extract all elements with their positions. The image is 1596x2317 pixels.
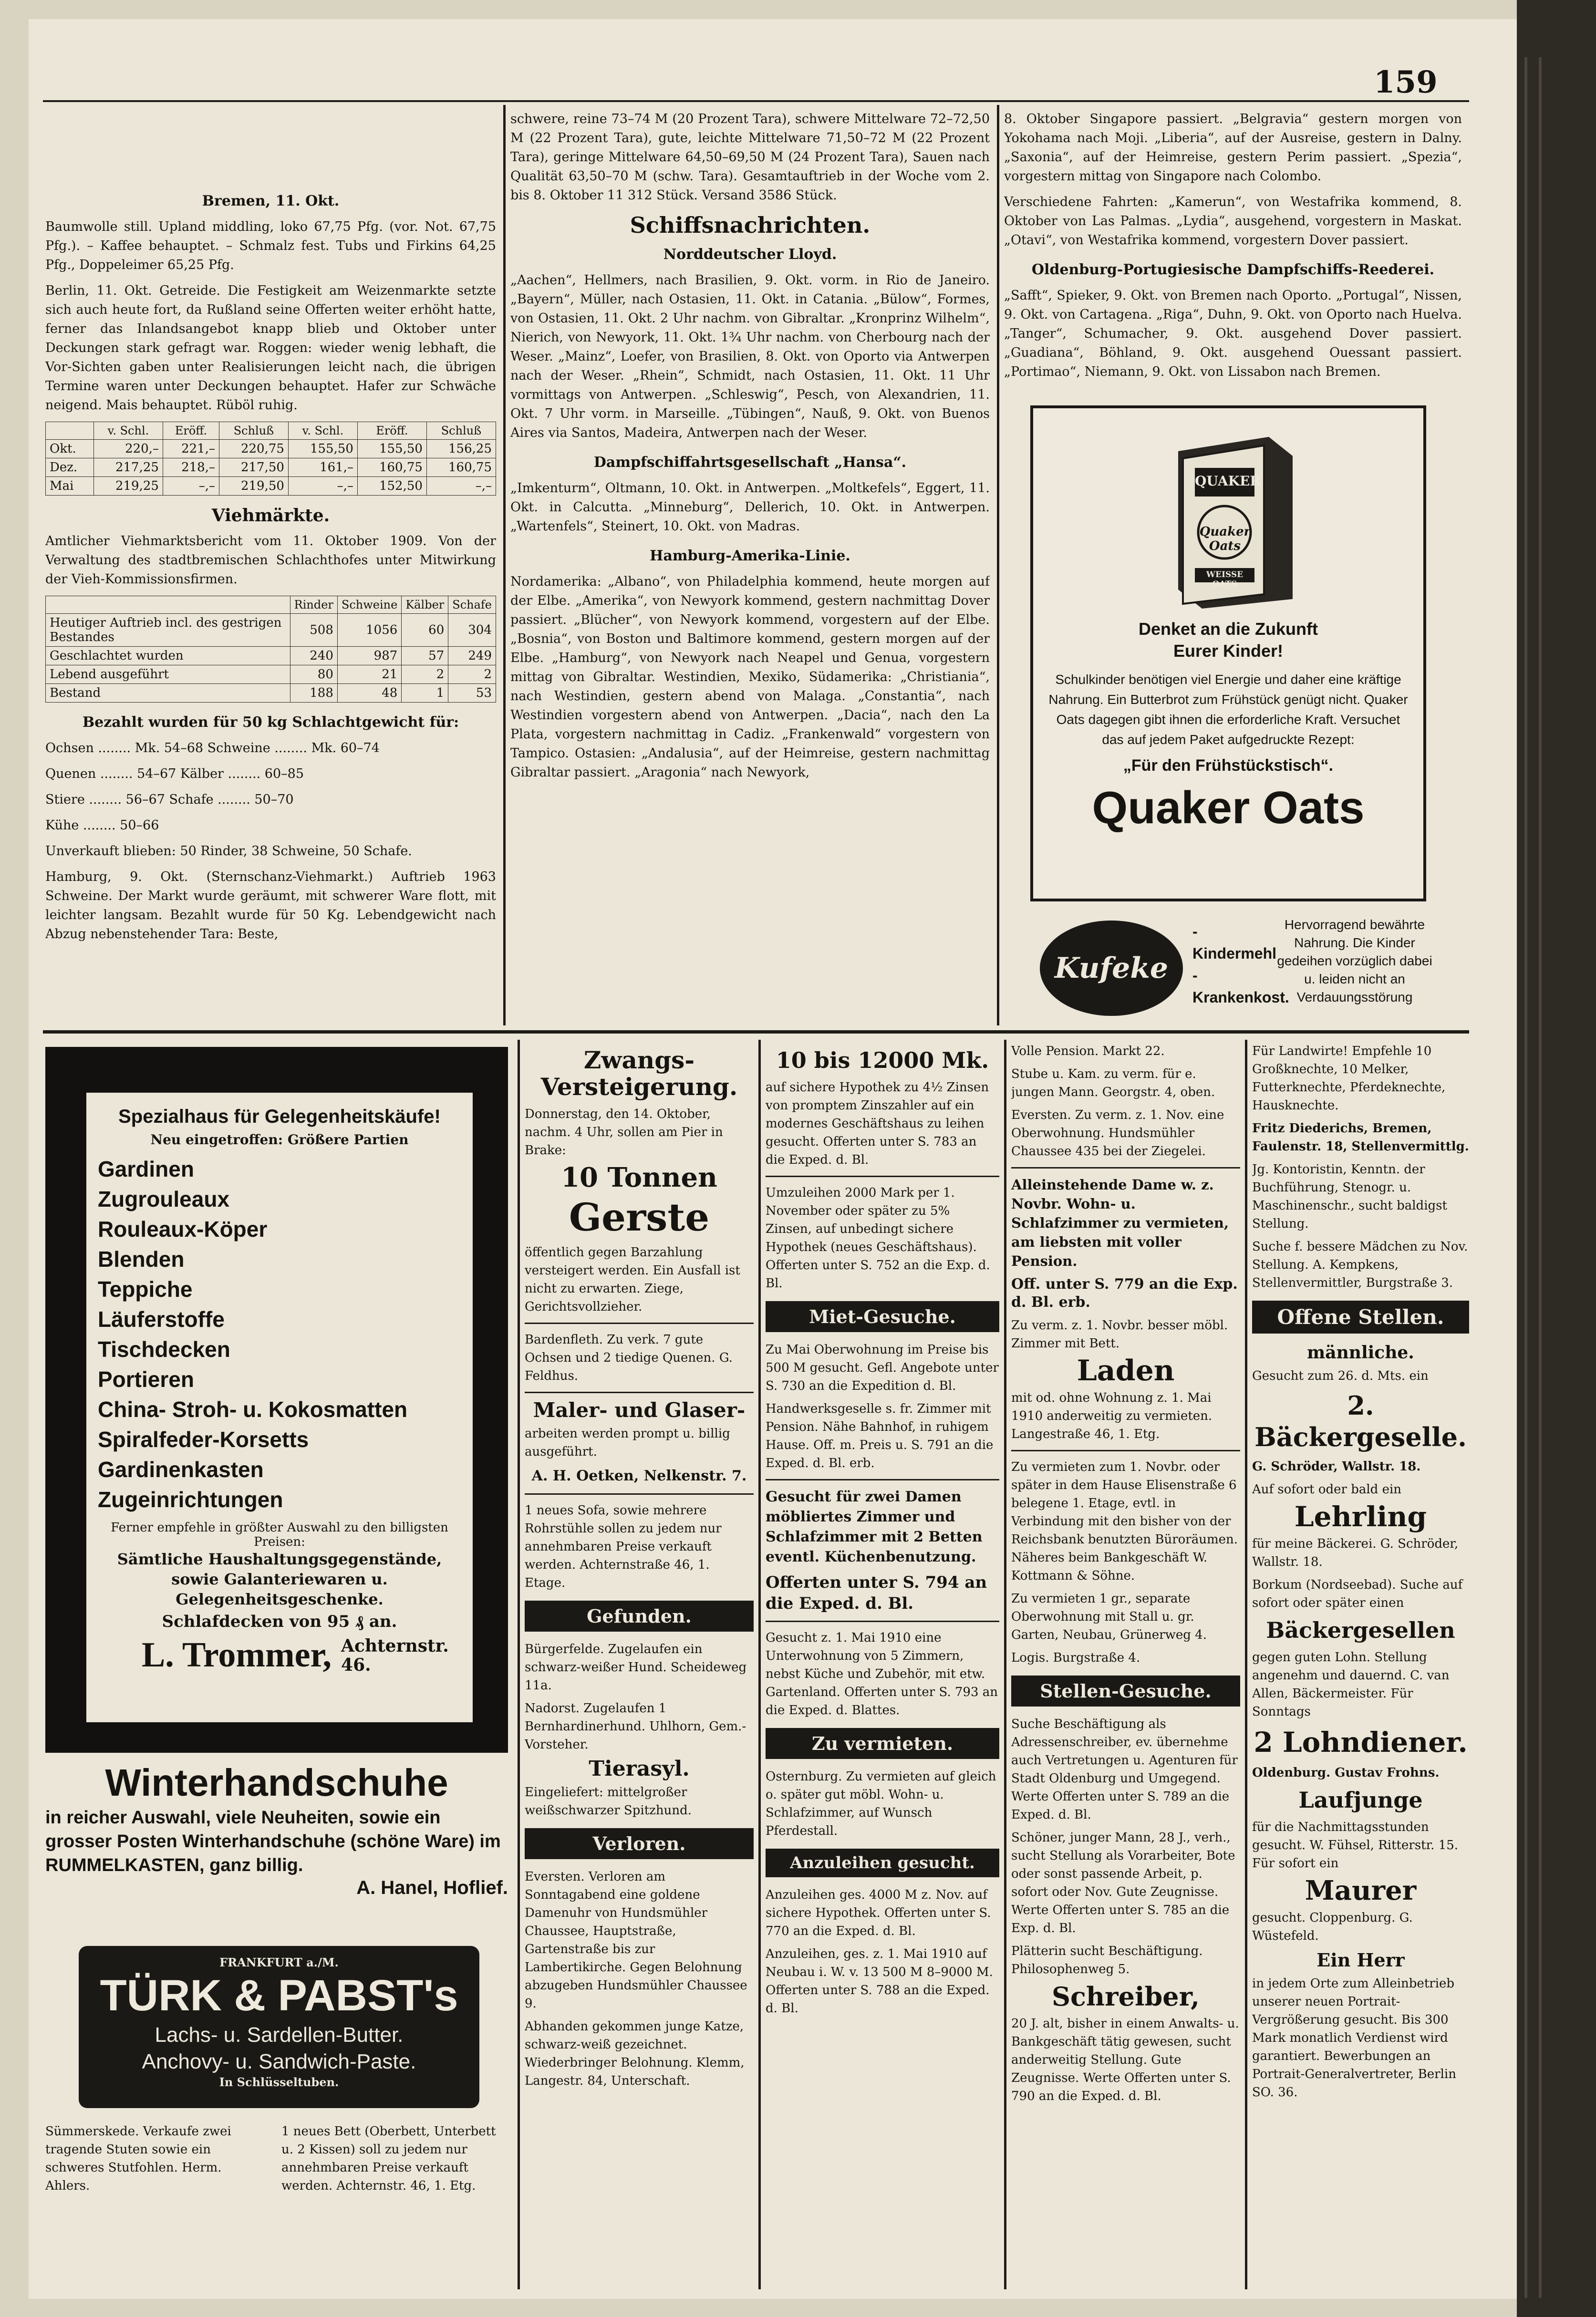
small-ad-text: Sümmerskede. Verkaufe zwei tragende Stuten sowie ein schweres Stutfohlen. Herm. Ahlers. bbox=[45, 2124, 231, 2193]
auction-text-2: öffentlich gegen Barzahlung versteigert werden. Ein Ausfall ist nicht zu erwarten. Ziege, Gerichtsvollzieher. bbox=[525, 1245, 740, 1314]
kufeke-products: -Kindermehl -Krankenkost. bbox=[1192, 923, 1289, 1006]
turk-brand: TÜRK & PABST's bbox=[100, 1971, 458, 2020]
classified-ad: gegen guten Lohn. Stellung angenehm und dauernd. C. van Allen, Bäckermeister. Für Sonntags bbox=[1252, 1650, 1450, 1719]
edge-line bbox=[1539, 57, 1542, 2298]
livestock-outro: Unverkauft blieben: 50 Rinder, 38 Schweine, 50 Schafe. bbox=[45, 844, 412, 859]
baecker-title: 2. Bäckergeselle. bbox=[1254, 1390, 1467, 1452]
classified-ad: in jedem Orte zum Alleinbetrieb unserer neuen Portrait-Vergrößerung gesucht. Bis 300 Mark monatlich Verdienst wird garantiert. Bewerbungen an Portrait-Generalvertreter, Berlin SO. 36. bbox=[1252, 1976, 1456, 2100]
classified-ad: Handwerksgeselle s. fr. Zimmer mit Pension. Nähe Bahnhof, in ruhigem Hause. Off. m. Preis u. S. 791 an die Exped. d. Bl. erb. bbox=[766, 1402, 994, 1470]
price-line: Stiere ........ 56–67 Schafe ........ 50–70 bbox=[45, 792, 294, 807]
offene-stellen-banner: Offene Stellen. bbox=[1252, 1301, 1469, 1334]
classified-ad: gesucht. Cloppenburg. G. Wüstefeld. bbox=[1252, 1911, 1413, 1943]
livestock-outro: Hamburg, 9. Okt. (Sternschanz-Viehmarkt.) Auftrieb 1963 Schweine. Der Markt wurde geräumt, mit schwerer Ware flott, mit leichter langsam. Bezahlt wurde für 50 Kg. Lebendgewicht nach Abzug nebenstehender Tara: Beste, bbox=[45, 869, 496, 941]
livestock-head: Viehmärkte. bbox=[211, 506, 330, 526]
classified-ad: Anzuleihen, ges. z. 1. Mai 1910 auf Neubau i. W. v. 13 500 M 8–9000 M. Offerten unter S. 788 an die Exped. d. Bl. bbox=[766, 1947, 993, 2016]
classified-ad: Offerten unter S. 794 an die Exped. d. Bl. bbox=[766, 1573, 987, 1613]
edge-line bbox=[1524, 57, 1527, 2298]
quaker-brand: Quaker Oats bbox=[1092, 782, 1365, 833]
classified-ad: Suche Beschäftigung als Adressenschreiber, ev. übernehme auch Vertretungen u. Agenturen für Stadt Oldenburg und Umgegend. Werte Offerten unter S. 789 an die Exped. d. Bl. bbox=[1011, 1717, 1238, 1822]
list-item: Teppiche bbox=[98, 1277, 193, 1302]
classified-ad: auf sichere Hypothek zu 4½ Zinsen von promptem Zinszahler auf ein modernes Geschäftshaus zu leihen gesucht. Offerten unter S. 783 an die Exped. d. Bl. bbox=[766, 1080, 989, 1167]
small-ad bbox=[281, 2122, 510, 2280]
berlin-text: Berlin, 11. Okt. Getreide. Die Festigkeit am Weizenmarkte setzte sich auch heute fort, da Rußland seine Offerten weiter erhöht hatte, ferner das Inlandsangebot knapp blieb und Oktober unter Deckungen stark gefragt war. Roggen: wieder wenig lebhaft, die Vor-Sichten gaben unter Realisierungen leicht nach, die übrigen Termine waren unter Deckungen behauptet. Hafer zur Schwäche neigend. Mais behauptet. Rüböl ruhig. bbox=[45, 283, 496, 413]
column-rule bbox=[1004, 1040, 1006, 2289]
auction-item-2: Gerste bbox=[569, 1195, 710, 1240]
classified-ad: Bürgerfelde. Zugelaufen ein schwarz-weißer Hund. Scheideweg 11a. bbox=[525, 1642, 747, 1693]
loan-title: 10 bis 12000 Mk. bbox=[776, 1047, 989, 1073]
classified-column-d bbox=[1011, 1042, 1240, 2287]
hansa-head: Dampfschiffahrtsgesellschaft „Hansa“. bbox=[593, 454, 907, 471]
shipping-column bbox=[510, 110, 990, 1025]
livestock-header: Rinder bbox=[290, 596, 337, 614]
hanel-ad bbox=[45, 1760, 508, 1941]
classified-ad: Jg. Kontoristin, Kenntn. der Buchführung, Stenogr. u. Maschinenschr., sucht baldigst Stellung. bbox=[1252, 1162, 1447, 1231]
turk-line: In Schlüsseltuben. bbox=[219, 2075, 339, 2089]
trommer-outro-2: Sämtliche Haushaltungsgegenstände, sowie Galanteriewaren u. Gelegenheitsgeschenke. bbox=[117, 1550, 442, 1608]
small-ad-text: 1 neues Bett (Oberbett, Unterbett u. 2 Kissen) soll zu jedem nur annehmbaren Preise verkauft werden. Achternstr. 46, 1. Etg. bbox=[281, 2124, 496, 2193]
list-item: Läuferstoffe bbox=[98, 1307, 225, 1332]
small-ad bbox=[45, 2122, 269, 2280]
grain-header: Schluß bbox=[426, 422, 496, 440]
kufeke-ad bbox=[1035, 911, 1436, 1021]
column-rule bbox=[997, 105, 999, 1025]
column-rule bbox=[758, 1040, 761, 2289]
trommer-address: Achternstr. 46. bbox=[341, 1635, 449, 1675]
painter-title: Maler- und Glaser- bbox=[533, 1398, 746, 1422]
classified-ad: Anzuleihen ges. 4000 M z. Nov. auf sichere Hypothek. Offerten unter S. 770 an die Exped. d. Bl. bbox=[766, 1888, 991, 1938]
shipping-text: „Safft“, Spieker, 9. Okt. von Bremen nach Oporto. „Portugal“, Nissen, 9. Okt. von Cartagena. „Riga“, Duhn, 9. Okt. von Oporto nach Huelva. „Tanger“, Schumacher, 9. Okt. ausgehend Dover passiert. „Guadiana“, Böhland, 9. Okt. ausgehend Ouessant passiert. „Portimao“, Niemann, 9. Okt. von Lissabon nach Bremen. bbox=[1004, 288, 1462, 379]
shipping-text: 8. Oktober Singapore passiert. „Belgravia“ gestern morgen von Yokohama nach Moji. „Liberia“, auf der Ausreise, gestern in Dalny. „Saxonia“, auf der Heimreise, gestern Perim passiert. „Spezia“, vorgestern mittag von Singapore nach Colombo. bbox=[1004, 112, 1462, 184]
hanel-brand: A. Hanel, Hoflief. bbox=[356, 1877, 508, 1898]
dark-binding-edge bbox=[1517, 0, 1596, 2317]
grain-header: v. Schl. bbox=[93, 422, 163, 440]
classified-ad: Suche f. bessere Mädchen zu Nov. Stellung. A. Kempkens, Stellenvermittler, Burgstraße 3. bbox=[1252, 1240, 1468, 1290]
trommer-title: Spezialhaus für Gelegenheitskäufe! bbox=[118, 1106, 441, 1127]
list-item: Gardinen bbox=[98, 1157, 194, 1181]
column-rule bbox=[503, 105, 506, 1025]
vermieten-banner: Zu vermieten. bbox=[766, 1728, 999, 1759]
classified-ad: Auf sofort oder bald ein bbox=[1252, 1482, 1402, 1497]
baeckergesellen-title: Bäckergesellen bbox=[1266, 1617, 1455, 1643]
shipping-text: Verschiedene Fahrten: „Kamerun“, von Westafrika kommend, 8. Oktober von Las Palmas. „Lydia“, ausgehend, vorgestern in Maskat. „Otavi“, von Westafrika kommend, vorgestern Dover passiert. bbox=[1004, 195, 1462, 248]
kufeke-logo: Kufeke bbox=[1040, 921, 1183, 1016]
classified-ad: mit od. ohne Wohnung z. 1. Mai 1910 anderweitig zu vermieten. Langestraße 46, 1. Etg. bbox=[1011, 1391, 1213, 1441]
classified-ad: Umzuleihen 2000 Mark per 1. November oder später zu 5% Zinsen, auf unbedingt sichere Hypothek (neues Geschäftshaus). Offerten unter S. 752 an die Exp. d. Bl. bbox=[766, 1186, 990, 1291]
classified-ad: Eversten. Zu verm. z. 1. Nov. eine Oberwohnung. Hundsmühler Chaussee 435 bei der Ziegelei. bbox=[1011, 1108, 1224, 1158]
miet-banner: Miet-Gesuche. bbox=[766, 1301, 999, 1332]
package-label: WEISSE OATS bbox=[1206, 570, 1244, 589]
classified-ad: Eingeliefert: mittelgroßer weißschwarzer Spitzhund. bbox=[525, 1785, 692, 1818]
schreiber-title: Schreiber, bbox=[1052, 1981, 1200, 2012]
trommer-brand: L. Trommer, bbox=[141, 1635, 332, 1675]
lloyd-head: Norddeutscher Lloyd. bbox=[663, 246, 837, 263]
classified-ad: Fritz Diederichs, Bremen, Faulenstr. 18, Stellenvermittlg. bbox=[1252, 1121, 1469, 1154]
quaker-headline: Denket an die Zukunft bbox=[1138, 619, 1318, 639]
classified-ad: 20 J. alt, bisher in einem Anwalts- u. Bankgeschäft tätig gewesen, sucht anderweitig Stellung. Gute Zeugnisse. Werte Offerten unter S. 790 an die Exped. d. Bl. bbox=[1011, 2017, 1239, 2103]
classified-column-b bbox=[525, 1042, 754, 2287]
classified-ad: Zu verm. z. 1. Novbr. besser möbl. Zimmer mit Bett. bbox=[1011, 1318, 1228, 1351]
price-line: Kühe ........ 50–66 bbox=[45, 818, 159, 833]
kufeke-claim: Hervorragend bewährte Nahrung. Die Kinder gedeihen vorzüglich dabei u. leiden nicht an Verdauungsstörung bbox=[1277, 917, 1432, 1004]
column-rule bbox=[518, 1040, 520, 2289]
hansa-text: „Imkenturm“, Oltmann, 10. Okt. in Antwerpen. „Moltkefels“, Eggert, 11. Okt. in Calcutta. „Minneburg“, Dellerich, 10. Okt. in Antwerpen. „Wartenfels“, Steinert, 10. Okt. von Madras. bbox=[510, 481, 990, 534]
turk-city: FRANKFURT a./M. bbox=[219, 1955, 339, 1969]
shipping-column-right bbox=[1004, 110, 1462, 396]
oldenburg-portugal-head: Oldenburg-Portugiesische Dampfschiffs-Reederei. bbox=[1031, 261, 1435, 278]
hanel-body: in reicher Auswahl, viele Neuheiten, sowie ein grosser Posten Winterhandschuhe (schöne Ware) im RUMMELKASTEN, ganz billig. bbox=[45, 1808, 501, 1875]
table-row: Okt. 220,– 221,– 220,75 155,50 155,50 156,25 bbox=[46, 440, 496, 458]
maennliche-head: männliche. bbox=[1307, 1343, 1414, 1363]
auction-title: Zwangs-Versteigerung. bbox=[540, 1046, 738, 1101]
classified-ad: für meine Bäckerei. G. Schröder, Wallstr. 18. bbox=[1252, 1537, 1459, 1569]
livestock-header: Schweine bbox=[337, 596, 401, 614]
grain-header: v. Schl. bbox=[288, 422, 357, 440]
classified-ad: Stube u. Kam. zu verm. für e. jungen Mann. Georgstr. 4, oben. bbox=[1011, 1067, 1215, 1099]
package-brand: QUAKER bbox=[1195, 473, 1261, 489]
classified-ad: Plätterin sucht Beschäftigung. Philosophenweg 5. bbox=[1011, 1944, 1203, 1976]
classified-ad: Borkum (Nordseebad). Suche auf sofort oder später einen bbox=[1252, 1578, 1463, 1610]
classified-column-c bbox=[766, 1042, 999, 2287]
shipping-head: Schiffsnachrichten. bbox=[630, 212, 871, 238]
anleihe-banner: Anzuleihen gesucht. bbox=[766, 1849, 999, 1877]
herr-title: Ein Herr bbox=[1316, 1949, 1405, 1971]
hanel-title: Winterhandschuhe bbox=[105, 1761, 448, 1804]
trommer-sub: Neu eingetroffen: Größere Partien bbox=[150, 1132, 409, 1148]
asyl-title: Tierasyl. bbox=[589, 1757, 690, 1781]
livestock-intro: Amtlicher Viehmarktsbericht vom 11. Oktober 1909. Von der Verwaltung des stadtbremischen Schlachthofes unter Mitwirkung der Vieh-Kommissionsfirmen. bbox=[45, 534, 496, 587]
laden-title: Laden bbox=[1077, 1354, 1175, 1387]
maurer-title: Maurer bbox=[1305, 1875, 1417, 1906]
table-row: Dez. 217,25 218,– 217,50 161,– 160,75 160,75 bbox=[46, 458, 496, 477]
classified-ad: G. Schröder, Wallstr. 18. bbox=[1252, 1459, 1421, 1474]
list-item: Portieren bbox=[98, 1367, 194, 1392]
turk-line: Anchovy- u. Sandwich-Paste. bbox=[142, 2050, 416, 2073]
classified-ad: 1 neues Sofa, sowie mehrere Rohrstühle sollen zu jedem nur annehmbaren Preise verkauft werden. Achternstraße 46, 1. Etage. bbox=[525, 1503, 722, 1590]
price-line: Quenen ........ 54–67 Kälber ........ 60–85 bbox=[45, 766, 304, 781]
livestock-header: Kälber bbox=[402, 596, 448, 614]
classified-ad: Off. unter S. 779 an die Exp. d. Bl. erb. bbox=[1011, 1276, 1238, 1311]
classified-ad: Schöner, junger Mann, 28 J., verh., sucht Stellung als Vorarbeiter, Bote oder sonst passende Arbeit, p. sofort oder Nov. Gute Zeugnisse. Werte Offerten unter S. 785 an die Exp. d. Bl. bbox=[1011, 1831, 1235, 1935]
table-row: Geschlachtet wurden 240 987 57 249 bbox=[46, 647, 496, 665]
classified-ad: Volle Pension. Markt 22. bbox=[1011, 1044, 1165, 1058]
column-rule bbox=[1245, 1040, 1247, 2289]
list-item: Rouleaux-Köper bbox=[98, 1217, 268, 1241]
bremen-text: Baumwolle still. Upland middling, loko 67,75 Pfg. (vor. Not. 67,75 Pfg.). – Kaffee behauptet. – Schmalz fest. Tubs und Firkins 64,25 Pfg., Doppeleimer 65,25 Pfg. bbox=[45, 219, 496, 272]
classified-ad: Alleinstehende Dame w. z. Novbr. Wohn- u. Schlafzimmer zu vermieten, am liebsten mit voller Pension. bbox=[1011, 1177, 1229, 1269]
list-item: China- Stroh- u. Kokosmatten bbox=[98, 1397, 408, 1422]
stellen-gesuche-banner: Stellen-Gesuche. bbox=[1011, 1676, 1240, 1707]
livestock-header: Schafe bbox=[448, 596, 496, 614]
painter-brand: A. H. Oetken, Nelkenstr. 7. bbox=[531, 1468, 747, 1484]
classified-ad: Nadorst. Zugelaufen 1 Bernhardinerhund. Uhlhorn, Gem.-Vorsteher. bbox=[525, 1701, 746, 1752]
quaker-quote: „Für den Frühstückstisch“. bbox=[1123, 756, 1334, 775]
painter-text: arbeiten werden prompt u. billig ausgeführt. bbox=[525, 1427, 730, 1459]
turk-line: Lachs- u. Sardellen-Butter. bbox=[155, 2023, 404, 2047]
trommer-items bbox=[98, 1154, 461, 1515]
livestock-table bbox=[45, 596, 496, 703]
section-rule bbox=[43, 1030, 1469, 1034]
top-rule bbox=[43, 100, 1469, 102]
classified-column-e bbox=[1252, 1042, 1469, 2287]
quaker-oats-ad bbox=[1030, 405, 1426, 901]
trommer-outro: Ferner empfehle in größter Auswahl zu den billigsten Preisen: bbox=[111, 1521, 448, 1549]
table-row: Mai 219,25 –,– 219,50 –,– 152,50 –,– bbox=[46, 477, 496, 496]
market-column bbox=[45, 181, 496, 1025]
laufjunge-title: Laufjunge bbox=[1298, 1787, 1423, 1813]
classified-ad: Logis. Burgstraße 4. bbox=[1011, 1651, 1140, 1665]
classified-ad: Oldenburg. Gustav Frohns. bbox=[1252, 1766, 1440, 1780]
classified-ad: Zu vermieten zum 1. Novbr. oder später in dem Hause Elisenstraße 6 belegene 1. Etage, evtl. in Verbindung mit den bisher von der Reichsbank benutzten Büroräumen. Näheres beim Bankgeschäft W. Kottmann & Söhne. bbox=[1011, 1460, 1238, 1583]
package-name: Quaker Oats bbox=[1199, 525, 1251, 553]
found-banner: Gefunden. bbox=[525, 1601, 754, 1632]
lehrling-title: Lehrling bbox=[1294, 1500, 1427, 1533]
classified-ad: Bardenfleth. Zu verk. 7 gute Ochsen und 2 tiedige Quenen. G. Feldhus. bbox=[525, 1333, 733, 1383]
market-continued: schwere, reine 73–74 M (20 Prozent Tara), schwere Mittelware 72–72,50 M (22 Prozent Tara), gute, leichte Mittelware 71,50–72 M (22 Prozent Tara), geringe Mittelware 64,50–69,50 M (24 Prozent Tara), Sauen nach Qualität 63,50–70 M (schw. Tara). Gesamtauftrieb in der Woche vom 2. bis 8. Oktober 11 312 Stück. Versand 3586 Stück. bbox=[510, 112, 990, 203]
classified-ad: Zu Mai Oberwohnung im Preise bis 500 M gesucht. Gefl. Angebote unter S. 730 an die Expedition d. Bl. bbox=[766, 1343, 999, 1393]
trommer-ad bbox=[45, 1047, 508, 1753]
grain-header: Eröff. bbox=[163, 422, 219, 440]
list-item: Blenden bbox=[98, 1247, 185, 1272]
auction-text: Donnerstag, den 14. Oktober, nachm. 4 Uhr, sollen am Pier in Brake: bbox=[525, 1107, 723, 1158]
list-item: Zugeinrichtungen bbox=[98, 1487, 283, 1512]
lost-banner: Verloren. bbox=[525, 1828, 754, 1859]
lohndiener-title: 2 Lohndiener. bbox=[1254, 1726, 1468, 1758]
turk-pabst-ad bbox=[79, 1946, 479, 2108]
list-item: Tischdecken bbox=[98, 1337, 230, 1362]
classified-ad: Abhanden gekommen junge Katze, schwarz-weiß gezeichnet. Wiederbringer Belohnung. Klemm, Langestr. 84, Unterschaft. bbox=[525, 2019, 745, 2088]
bremen-head: Bremen, 11. Okt. bbox=[202, 193, 340, 209]
price-line: Ochsen ........ Mk. 54–68 Schweine ........ Mk. 60–74 bbox=[45, 741, 380, 755]
classified-ad: Für Landwirte! Empfehle 10 Großknechte, 10 Melker, Futterknechte, Pferdeknechte, Hausknechte. bbox=[1252, 1044, 1446, 1113]
hapag-text: Nordamerika: „Albano“, von Philadelphia kommend, heute morgen auf der Elbe. „Amerika“, von Newyork kommend, gestern nachmittag Dover passiert. „Blücher“, von Newyork kommend, vorgestern auf der Elbe. „Bosnia“, von Boston und Baltimore kommend, gestern morgen auf der Elbe. „Hamburg“, von Newyork nach Neapel und Genua, vorgestern mittag von Gibraltar. Westindien, Mexiko, Südamerika: „Christiania“, nach Westindien, gestern abend von Malaga. „Constantia“, nach Westindien vorgestern abend von Antwerpen. „Dacia“, nach den La Plata, vorgestern nachmittag in Cadiz. „Frankenwald“ vorgestern von Tampico. Ostasien: „Andalusia“, auf der Heimreise, gestern nachmittag Gibraltar passiert. „Aragonia“ nach Newyork, bbox=[510, 574, 990, 780]
classified-ad: Gesucht zum 26. d. Mts. ein bbox=[1252, 1369, 1429, 1383]
quaker-headline-2: Eurer Kinder! bbox=[1173, 641, 1284, 661]
page-number: 159 bbox=[1374, 64, 1438, 100]
trommer-outro-3: Schlafdecken von 95 ₰ an. bbox=[162, 1612, 397, 1631]
table-row: Heutiger Auftrieb incl. des gestrigen Bestandes 508 1056 60 304 bbox=[46, 614, 496, 647]
grain-header: Schluß bbox=[219, 422, 288, 440]
grain-table bbox=[45, 422, 496, 496]
classified-ad: Gesucht für zwei Damen möbliertes Zimmer und Schlafzimmer mit 2 Betten eventl. Küchenbenutzung. bbox=[766, 1489, 983, 1565]
auction-item: 10 Tonnen bbox=[561, 1162, 717, 1193]
quaker-body: Schulkinder benötigen viel Energie und daher eine kräftige Nahrung. Ein Butterbrot zum Frühstück genügt nicht. Quaker Oats dagegen gibt ihnen die erforderliche Kraft. Versuchet das auf jedem Paket aufgedruckte Rezept: bbox=[1048, 672, 1408, 747]
classified-ad: Osternburg. Zu vermieten auf gleich o. später gut möbl. Wohn- u. Schlafzimmer, auf Wunsch Pferdestall. bbox=[766, 1769, 996, 1838]
hapag-head: Hamburg-Amerika-Linie. bbox=[650, 548, 850, 564]
quaker-package-icon bbox=[1150, 423, 1307, 609]
lloyd-text: „Aachen“, Hellmers, nach Brasilien, 9. Okt. vorm. in Rio de Janeiro. „Bayern“, Müller, nach Ostasien, 11. Okt. in Catania. „Bülow“, Formes, von Ostasien, 11. Okt. 2 Uhr nachm. von Gibraltar. „Kronprinz Wilhelm“, Nierich, von Newyork, 11. Okt. 1¾ Uhr nachm. von Cherbourg nach der Weser. „Mainz“, Loefer, von Brasilien, 8. Okt. von Oporto via Antwerpen nach der Weser. „Rhein“, Schmidt, nach Ostasien, 11. Okt. 11 Uhr vormittags von Antwerpen. „Schleswig“, Pesch, von Alexandrien, 11. Okt. 7 Uhr vorm. in Marseille. „Tübingen“, Nauß, 9. Okt. von Buenos Aires via Santos, Madeira, Antwerpen nach der Weser. bbox=[510, 273, 990, 440]
grain-header: Eröff. bbox=[357, 422, 426, 440]
list-item: Spiralfeder-Korsetts bbox=[98, 1427, 309, 1452]
classified-ad: Gesucht z. 1. Mai 1910 eine Unterwohnung von 5 Zimmern, nebst Küche und Zubehör, mit etw. Gartenland. Offerten unter S. 793 an die Exped. d. Blattes. bbox=[766, 1631, 998, 1717]
classified-ad: Eversten. Verloren am Sonntagabend eine goldene Damenuhr von Hundsmühler Chaussee, Hauptstraße, Gartenstraße bis zur Lambertikirche. Gegen Belohnung abzugeben Hundsmühler Chaussee 9. bbox=[525, 1870, 747, 2011]
list-item: Gardinenkasten bbox=[98, 1457, 264, 1482]
table-row: Lebend ausgeführt 80 21 2 2 bbox=[46, 665, 496, 684]
table-row: Bestand 188 48 1 53 bbox=[46, 684, 496, 703]
classified-ad: Zu vermieten 1 gr., separate Oberwohnung mit Stall u. gr. Garten, Neubau, Grünerweg 4. bbox=[1011, 1592, 1207, 1642]
classified-ad: für die Nachmittagsstunden gesucht. W. Fühsel, Ritterstr. 15. Für sofort ein bbox=[1252, 1820, 1459, 1871]
livestock-prices-head: Bezahlt wurden für 50 kg Schlachtgewicht für: bbox=[82, 714, 459, 731]
list-item: Zugrouleaux bbox=[98, 1187, 230, 1211]
